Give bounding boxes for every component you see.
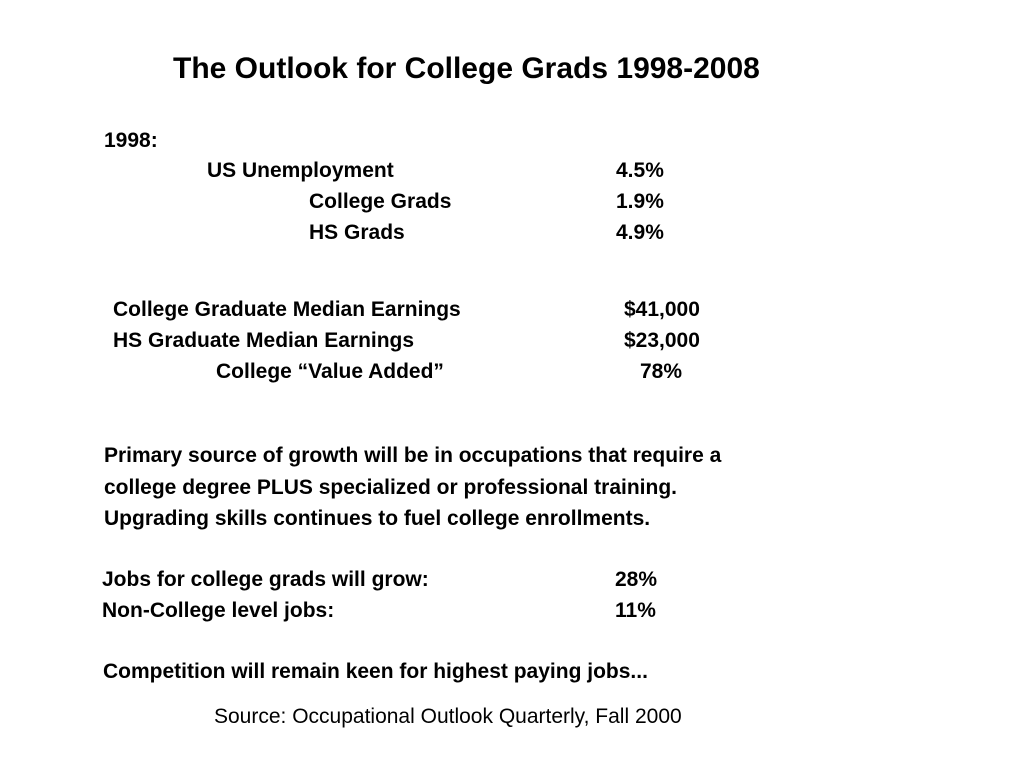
year-label: 1998: xyxy=(104,129,158,152)
non-college-jobs-value: 11% xyxy=(615,599,656,622)
hs-grads-label: HS Grads xyxy=(309,221,405,244)
slide-title: The Outlook for College Grads 1998-2008 xyxy=(173,52,760,85)
growth-paragraph-line: Primary source of growth will be in occupations that require a xyxy=(104,444,722,467)
value-added-label: College “Value Added” xyxy=(216,360,444,383)
non-college-jobs-label: Non-College level jobs: xyxy=(102,599,335,622)
growth-paragraph-line: Upgrading skills continues to fuel college enrollments. xyxy=(104,507,651,530)
hs-earnings-label: HS Graduate Median Earnings xyxy=(113,329,415,352)
college-earnings-value: $41,000 xyxy=(624,298,700,321)
hs-earnings-value: $23,000 xyxy=(624,329,700,352)
us-unemployment-value: 4.5% xyxy=(616,159,664,182)
college-grads-value: 1.9% xyxy=(616,190,664,213)
hs-grads-value: 4.9% xyxy=(616,221,664,244)
college-earnings-label: College Graduate Median Earnings xyxy=(113,298,461,321)
college-grads-label: College Grads xyxy=(309,190,452,213)
value-added-value: 78% xyxy=(640,360,683,383)
college-jobs-growth-label: Jobs for college grads will grow: xyxy=(102,568,429,591)
growth-paragraph-line: college degree PLUS specialized or professional training. xyxy=(104,476,677,499)
college-jobs-growth-value: 28% xyxy=(615,568,658,591)
source-citation: Source: Occupational Outlook Quarterly, Fall 2000 xyxy=(214,705,682,728)
competition-statement: Competition will remain keen for highest paying jobs... xyxy=(103,660,648,683)
us-unemployment-label: US Unemployment xyxy=(207,159,394,182)
